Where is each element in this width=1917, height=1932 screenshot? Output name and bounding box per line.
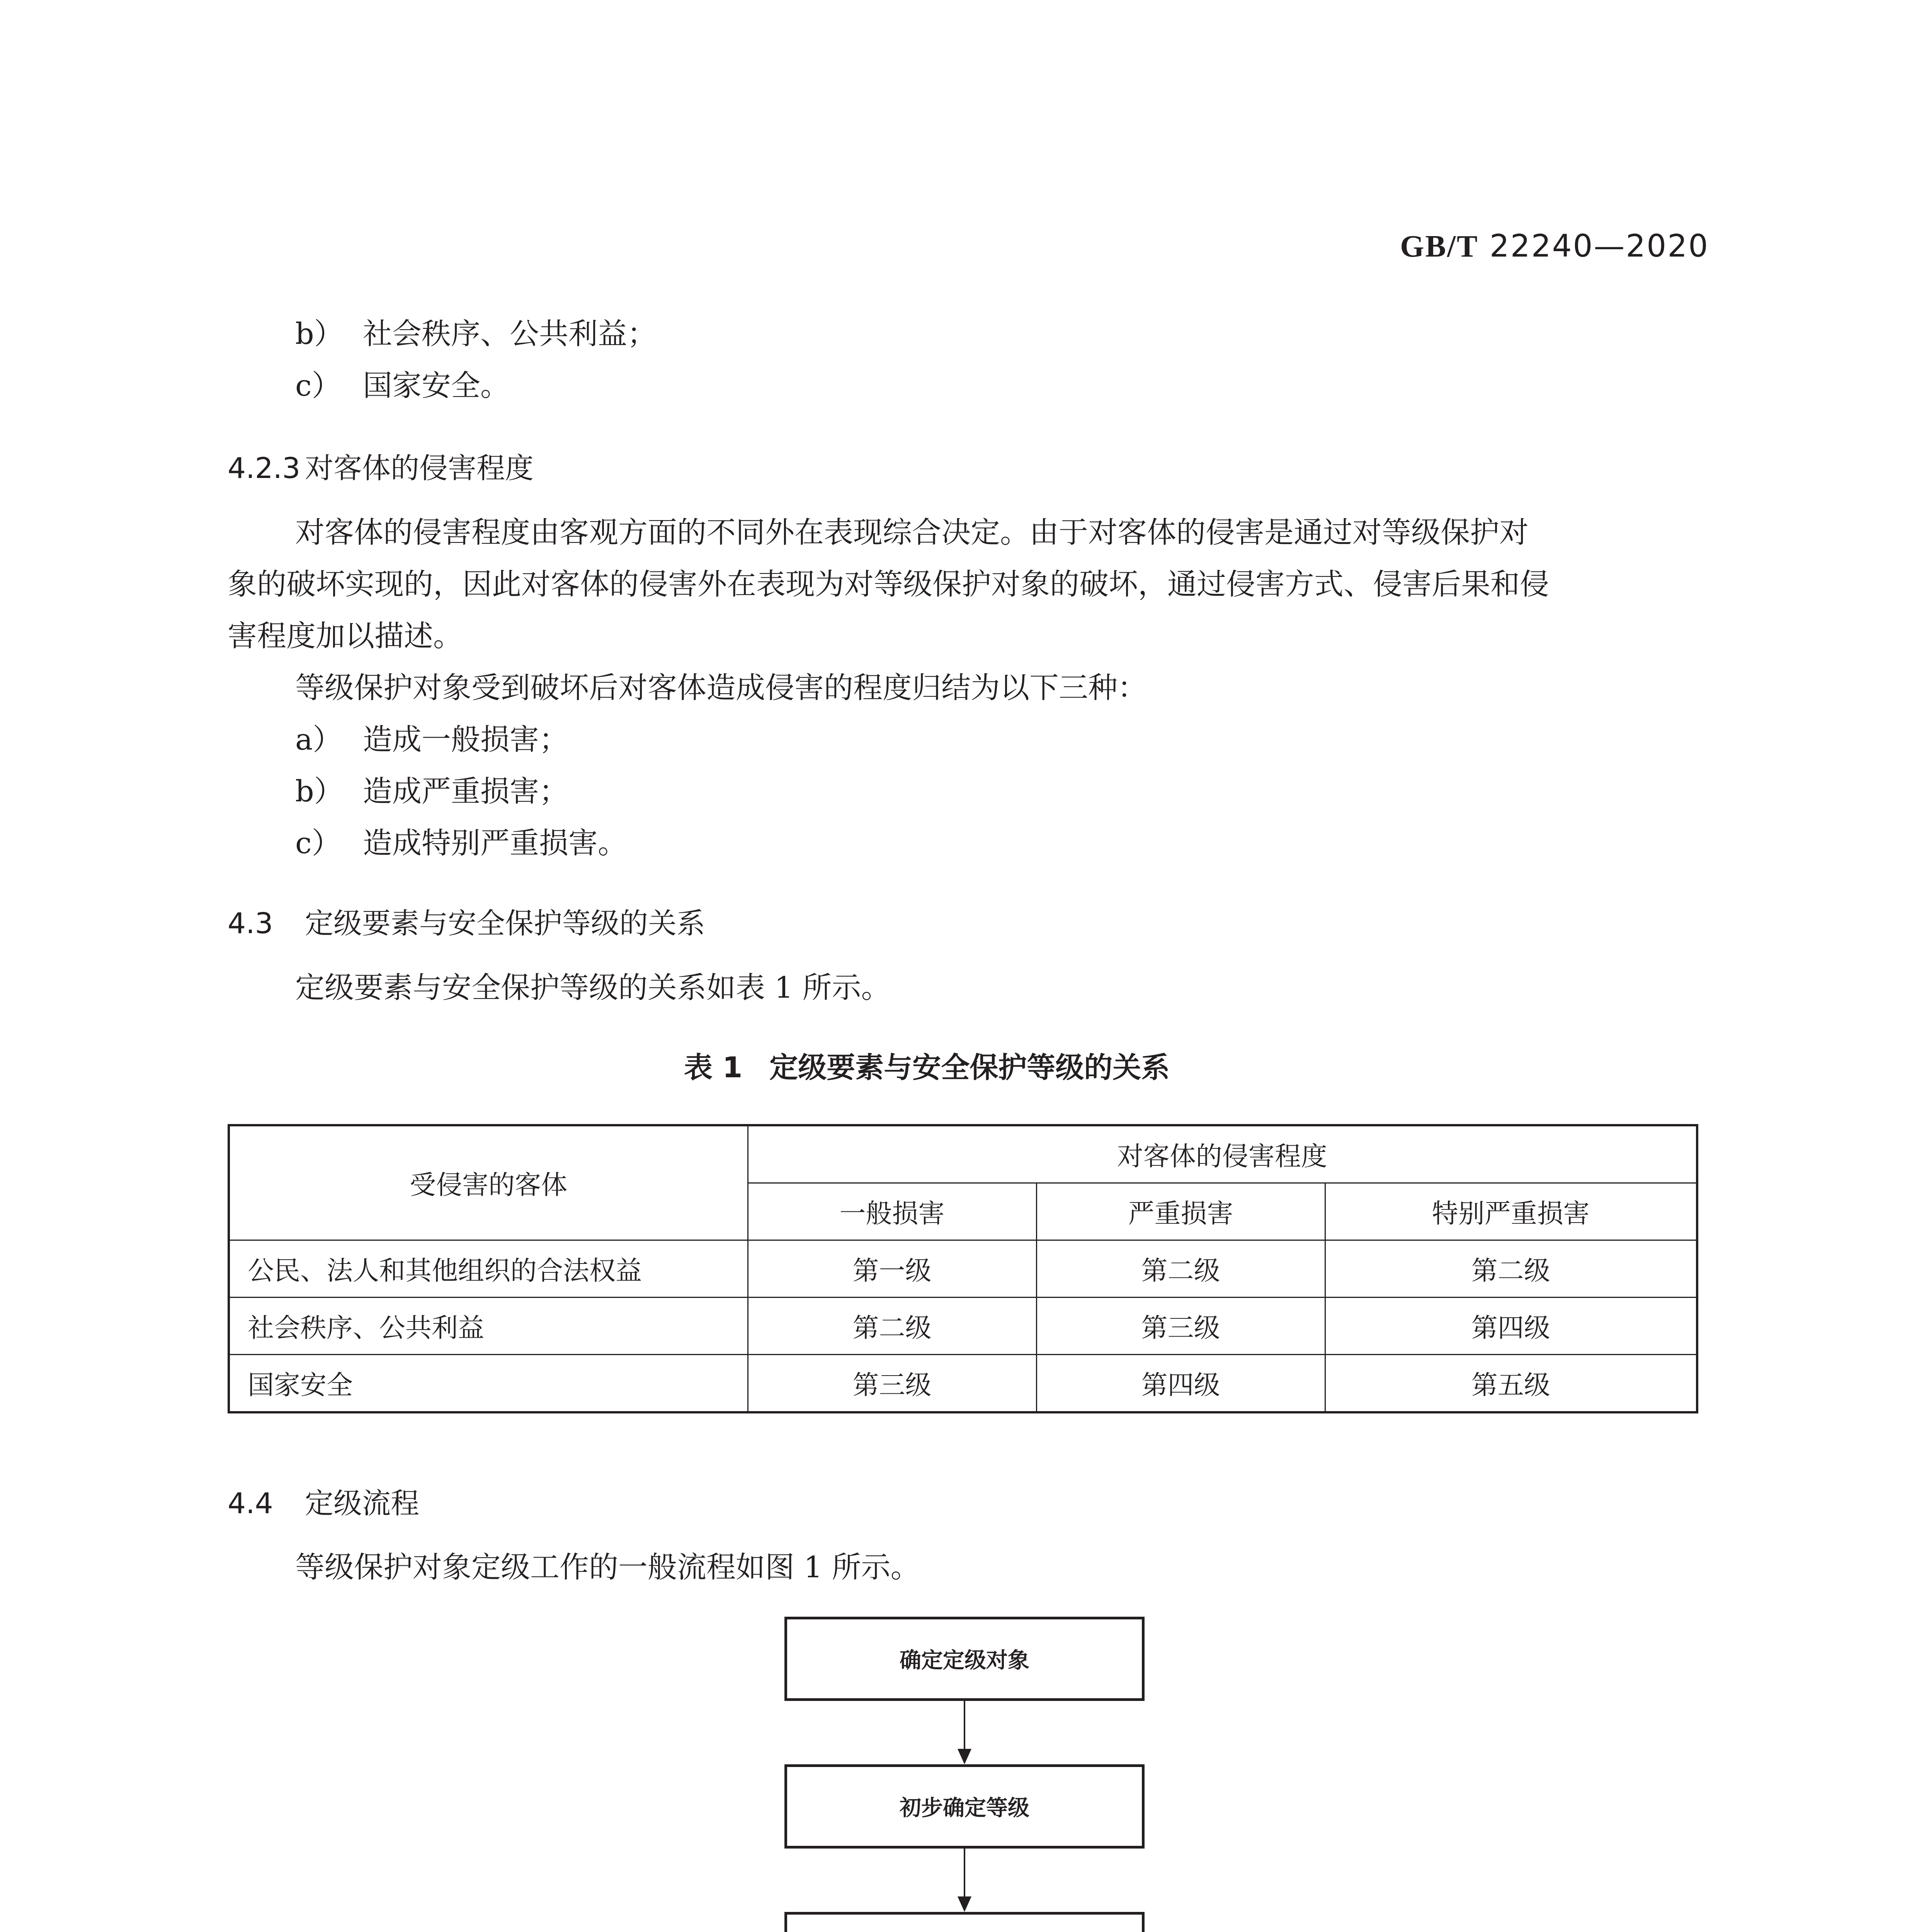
list-marker: a） <box>295 722 342 757</box>
flow-step <box>784 1912 1145 1932</box>
standard-code-number: 22240—2020 <box>1489 228 1709 264</box>
section-title: 对客体的侵害程度 <box>305 452 534 485</box>
list-text: 造成一般损害； <box>363 722 568 757</box>
section-title: 定级流程 <box>305 1487 419 1520</box>
paragraph-line: 等级保护对象受到破坏后对客体造成侵害的程度归结为以下三种： <box>295 670 1147 705</box>
section-number: 4.2.3 <box>228 452 301 485</box>
section-title: 定级要素与安全保护等级的关系 <box>305 907 705 940</box>
table-caption <box>684 1045 1170 1086</box>
section-heading-4-3 <box>228 901 705 942</box>
row-level: 第二级 <box>1325 1240 1697 1298</box>
paragraph-line: 定级要素与安全保护等级的关系如表 1 所示。 <box>295 970 891 1005</box>
section-number: 4.4 <box>228 1487 273 1520</box>
paragraph-line: 害程度加以描述。 <box>228 619 463 653</box>
table-header-row <box>229 1125 1697 1183</box>
standard-code-prefix: GB/T <box>1400 230 1479 264</box>
section-heading-4-2-3 <box>228 446 534 486</box>
standard-code <box>1400 228 1709 264</box>
section-heading-4-4 <box>228 1481 419 1522</box>
table-caption-label: 表 1 <box>684 1051 743 1084</box>
row-object: 国家安全 <box>229 1355 748 1413</box>
flow-step: 确定定级对象 <box>784 1617 1145 1701</box>
list-text: 造成严重损害； <box>363 774 568 808</box>
list-item <box>295 774 568 808</box>
paragraph-line: 象的破坏实现的，因此对客体的侵害外在表现为对等级保护对象的破坏，通过侵害方式、侵害后果和侵 <box>228 567 1549 601</box>
paragraph-line: 对客体的侵害程度由客观方面的不同外在表现综合决定。由于对客体的侵害是通过对等级保护对 <box>295 515 1529 549</box>
row-object: 社会秩序、公共利益 <box>229 1298 748 1355</box>
flow-arrow-icon <box>958 1896 971 1912</box>
flow-connector <box>964 1701 965 1750</box>
header-degree: 对客体的侵害程度 <box>748 1125 1697 1183</box>
list-text: 社会秩序、公共利益； <box>363 316 657 351</box>
row-level: 第二级 <box>748 1298 1036 1355</box>
table-row <box>229 1240 1697 1298</box>
row-level: 第三级 <box>748 1355 1036 1413</box>
header-degree-col: 严重损害 <box>1036 1183 1325 1240</box>
row-level: 第五级 <box>1325 1355 1697 1413</box>
row-level: 第四级 <box>1036 1355 1325 1413</box>
list-item <box>295 828 627 858</box>
header-object: 受侵害的客体 <box>229 1125 748 1240</box>
row-level: 第一级 <box>748 1240 1036 1298</box>
table-row <box>229 1355 1697 1413</box>
table-row <box>229 1298 1697 1355</box>
paragraph-line: 等级保护对象定级工作的一般流程如图 1 所示。 <box>295 1550 920 1584</box>
grade-relation-table <box>228 1124 1698 1413</box>
flow-step: 初步确定等级 <box>784 1764 1145 1849</box>
list-item <box>295 722 568 757</box>
list-item <box>295 368 510 403</box>
list-marker: c） <box>295 826 341 860</box>
row-level: 第二级 <box>1036 1240 1325 1298</box>
row-level: 第三级 <box>1036 1298 1325 1355</box>
list-item <box>295 316 657 351</box>
list-text: 国家安全。 <box>363 368 510 403</box>
list-marker: b） <box>295 316 344 351</box>
list-marker: c） <box>295 368 341 403</box>
header-degree-col: 特别严重损害 <box>1325 1183 1697 1240</box>
row-object: 公民、法人和其他组织的合法权益 <box>229 1240 748 1298</box>
list-text: 造成特别严重损害。 <box>363 826 627 860</box>
flow-connector <box>964 1849 965 1898</box>
flow-arrow-icon <box>958 1749 971 1764</box>
header-degree-col: 一般损害 <box>748 1183 1036 1240</box>
list-marker: b） <box>295 774 344 808</box>
row-level: 第四级 <box>1325 1298 1697 1355</box>
table-caption-title: 定级要素与安全保护等级的关系 <box>769 1051 1170 1084</box>
section-number: 4.3 <box>228 907 273 940</box>
